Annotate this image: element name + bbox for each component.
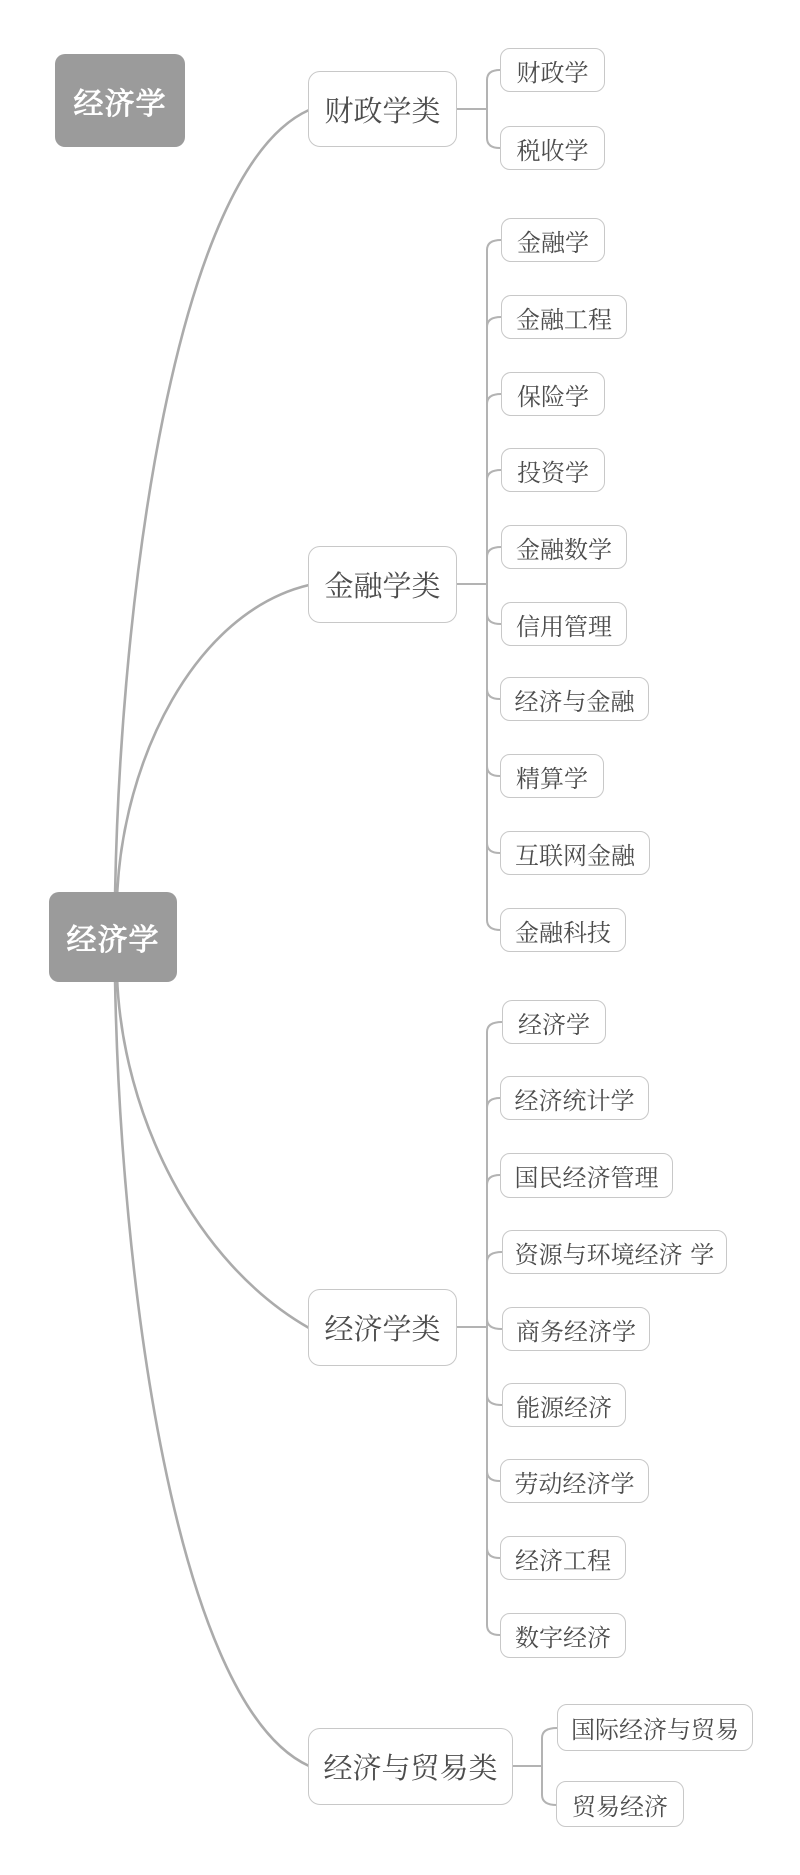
- edge-group-1-bracket: [487, 70, 500, 148]
- child-node-3-8[interactable]: 经济工程: [500, 1536, 626, 1580]
- edge-group-2-hook-6: [487, 614, 501, 624]
- edge-root-to-group-1: [115, 110, 309, 898]
- edge-group-2-hook-2: [487, 317, 501, 327]
- child-node-2-4[interactable]: 投资学: [501, 448, 605, 492]
- child-node-3-9[interactable]: 数字经济: [500, 1613, 626, 1658]
- child-node-2-5[interactable]: 金融数学: [501, 525, 627, 569]
- edge-group-3-hook-8: [487, 1548, 500, 1558]
- child-node-2-10[interactable]: 金融科技: [500, 908, 626, 952]
- child-node-1-1[interactable]: 财政学: [500, 48, 605, 92]
- edge-root-to-group-2: [117, 585, 309, 898]
- edge-group-3-hook-5: [487, 1319, 502, 1329]
- edge-root-to-group-4: [115, 978, 309, 1766]
- child-node-2-8[interactable]: 精算学: [500, 754, 604, 798]
- child-node-3-2[interactable]: 经济统计学: [500, 1076, 649, 1120]
- child-node-3-6[interactable]: 能源经济: [502, 1383, 626, 1427]
- child-node-3-1[interactable]: 经济学: [502, 1000, 606, 1044]
- child-node-2-7[interactable]: 经济与金融: [500, 677, 649, 721]
- child-node-1-2[interactable]: 税收学: [500, 126, 605, 170]
- child-node-2-3[interactable]: 保险学: [501, 372, 605, 416]
- edge-group-3-hook-2: [487, 1098, 500, 1108]
- edge-group-4-bracket: [542, 1728, 557, 1805]
- edge-group-2-hook-8: [487, 766, 500, 776]
- edge-group-2-hook-3: [487, 394, 501, 404]
- child-node-3-4[interactable]: 资源与环境经济 学: [502, 1230, 727, 1274]
- edge-group-2-hook-9: [487, 843, 500, 853]
- edge-group-2-hook-7: [487, 689, 500, 699]
- child-node-2-2[interactable]: 金融工程: [501, 295, 627, 339]
- child-node-3-7[interactable]: 劳动经济学: [500, 1459, 649, 1503]
- child-node-2-6[interactable]: 信用管理: [501, 602, 627, 646]
- child-node-3-5[interactable]: 商务经济学: [502, 1307, 650, 1351]
- child-node-2-1[interactable]: 金融学: [501, 218, 605, 262]
- edge-group-3-hook-3: [487, 1175, 500, 1185]
- edge-root-to-group-3: [117, 976, 309, 1328]
- root-node[interactable]: 经济学: [49, 892, 177, 982]
- group-node-1[interactable]: 财政学类: [308, 71, 457, 147]
- title-node[interactable]: 经济学: [55, 54, 185, 147]
- edge-group-3-hook-4: [487, 1252, 502, 1262]
- child-node-2-9[interactable]: 互联网金融: [500, 831, 650, 875]
- group-node-2[interactable]: 金融学类: [308, 546, 457, 623]
- child-node-4-2[interactable]: 贸易经济: [556, 1781, 684, 1827]
- group-node-4[interactable]: 经济与贸易类: [308, 1728, 513, 1805]
- edge-group-2-hook-5: [487, 547, 501, 557]
- edge-group-2-hook-4: [487, 470, 501, 480]
- child-node-3-3[interactable]: 国民经济管理: [500, 1153, 673, 1198]
- group-node-3[interactable]: 经济学类: [308, 1289, 457, 1366]
- edge-group-3-hook-7: [487, 1471, 500, 1481]
- child-node-4-1[interactable]: 国际经济与贸易: [557, 1704, 753, 1751]
- edge-group-2-bracket: [487, 240, 501, 930]
- edge-group-3-hook-6: [487, 1395, 502, 1405]
